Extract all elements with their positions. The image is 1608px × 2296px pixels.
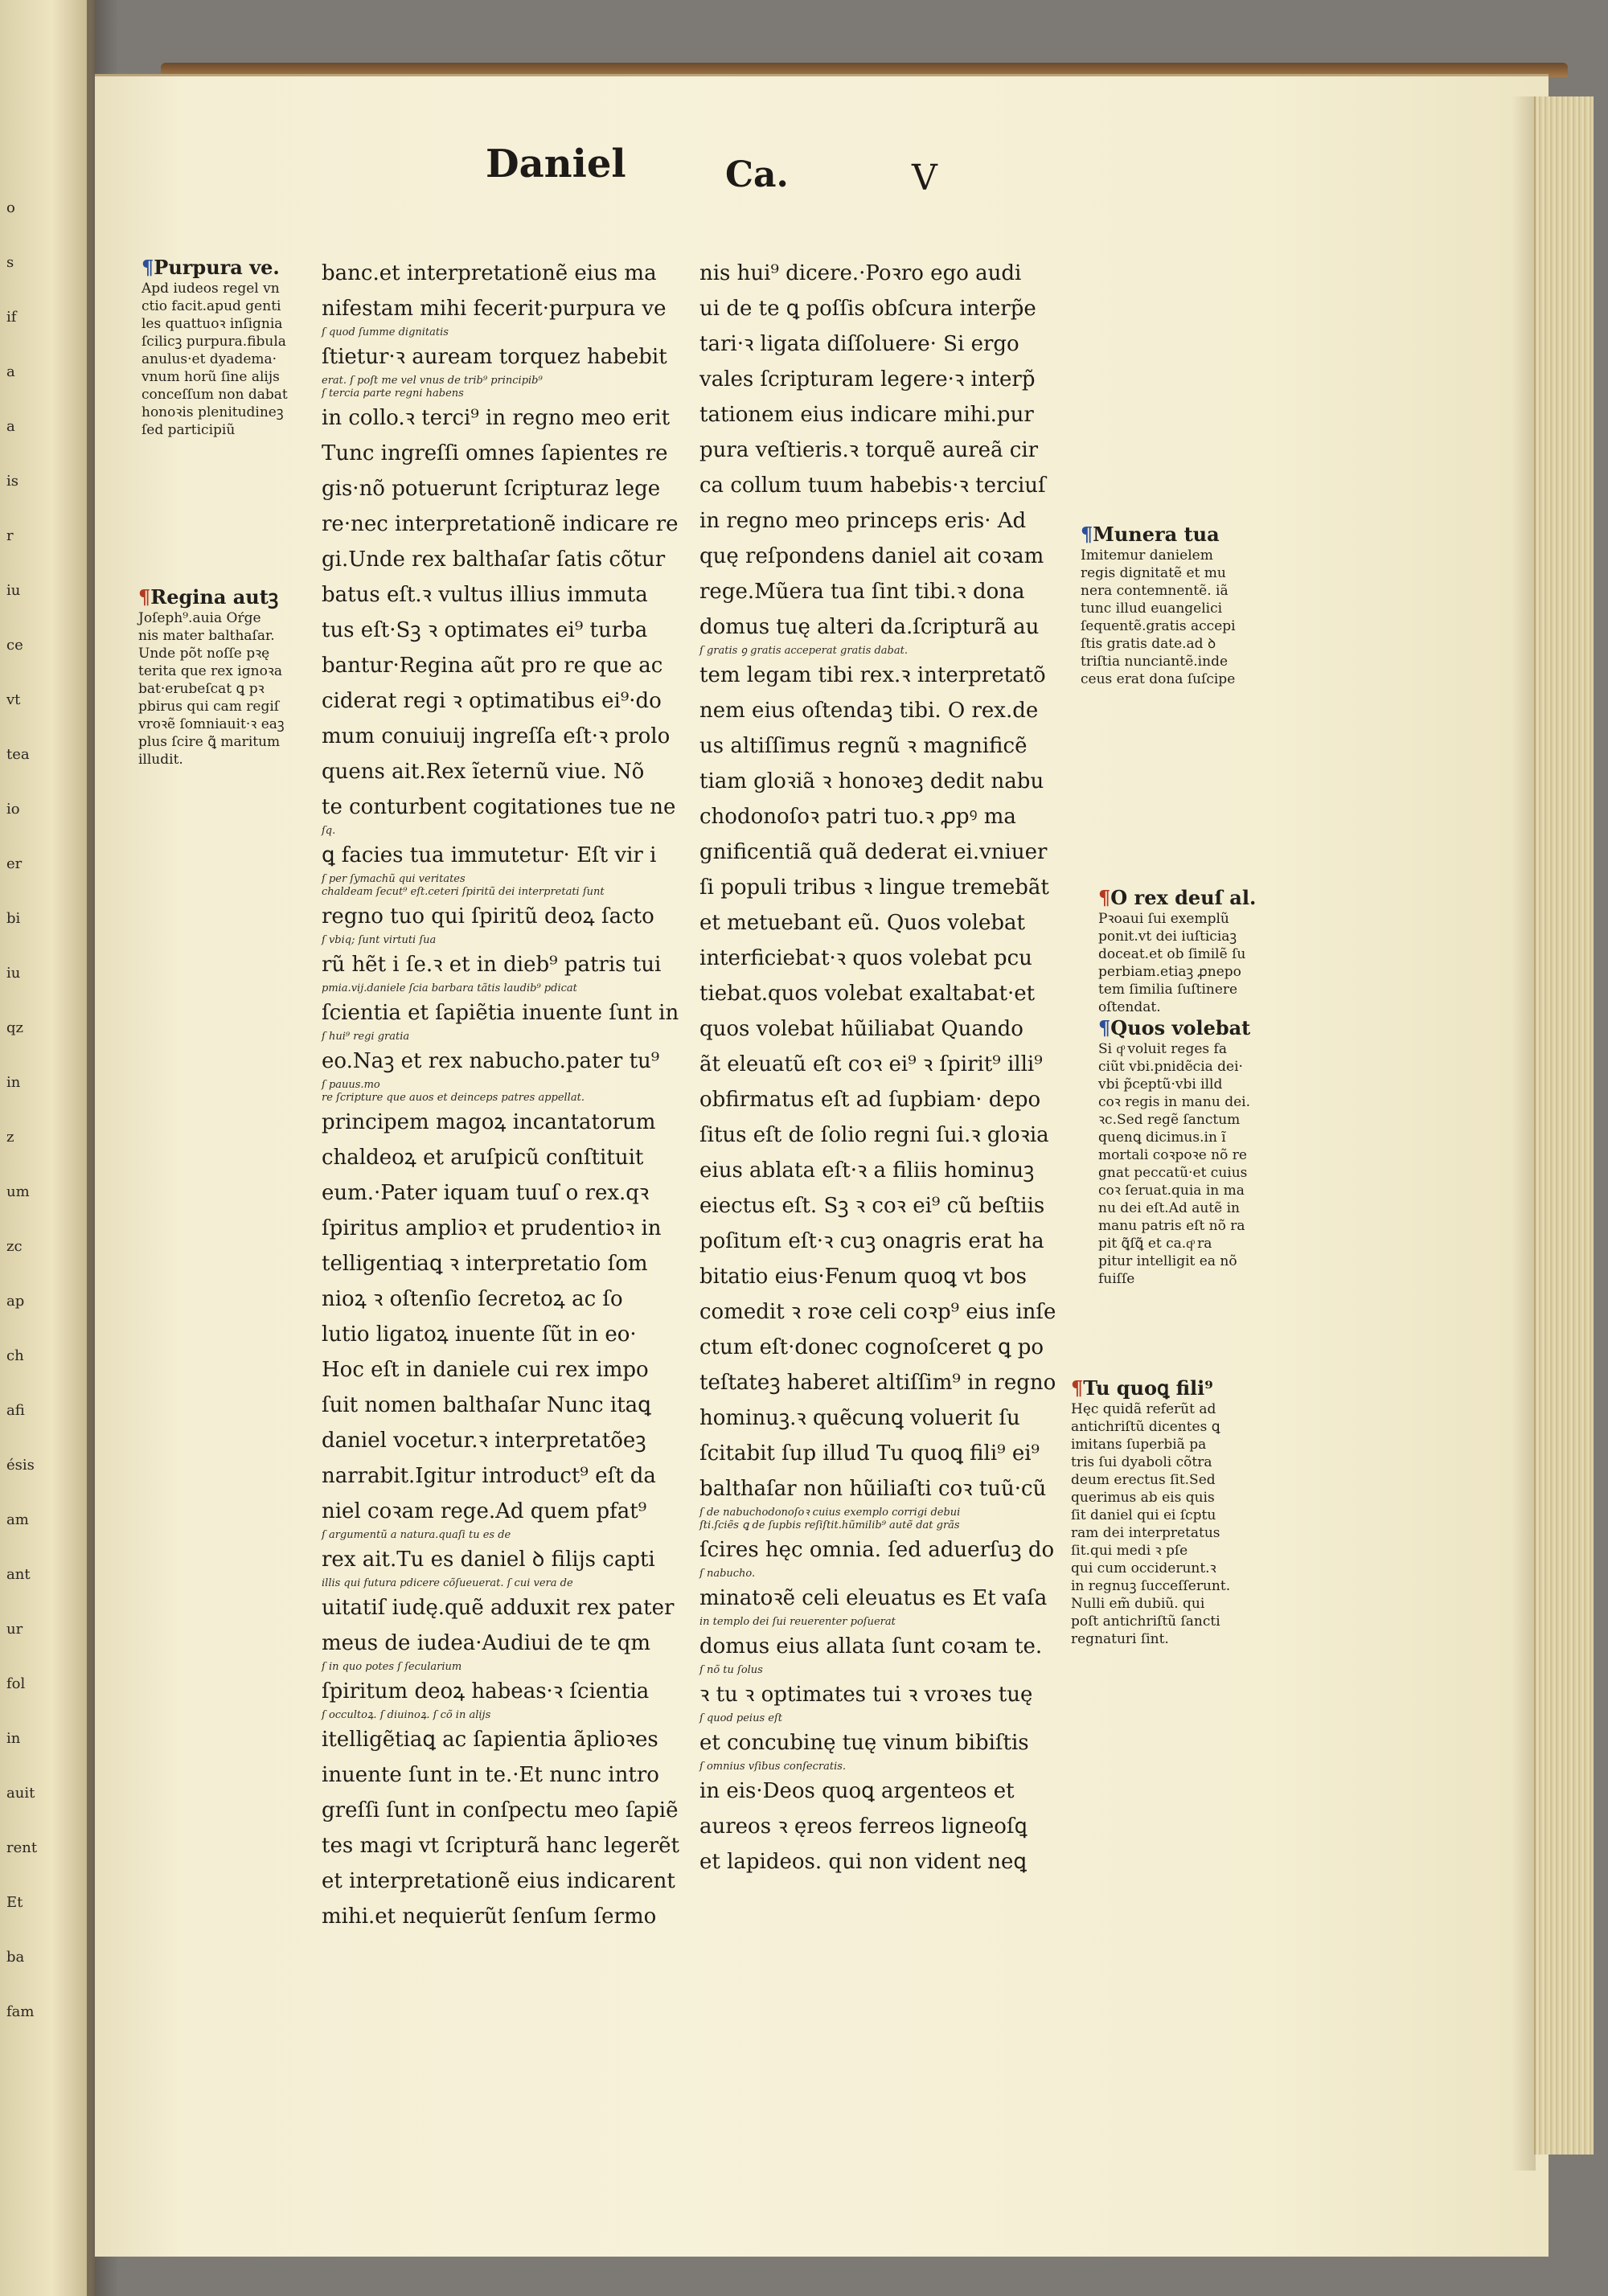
interlinear-gloss: illis qui futura pdicere cõſueuerat. ſ cui vera de — [322, 1577, 573, 1589]
gloss-line: terita que rex ignoꝛa — [138, 663, 282, 679]
gloss-line: bat·erubeſcat ꝗ pꝛ — [138, 681, 265, 697]
gloss-line: ſit.qui medi ꝛ pſe — [1071, 1543, 1188, 1559]
facing-page-fragment: io — [6, 801, 20, 818]
text-line: itelligẽtiaꝗ ac ſapientia ãplioꝛes — [322, 1728, 658, 1752]
margin-gloss-munera — [1081, 523, 1265, 688]
gloss-line: oſtendat. — [1098, 999, 1161, 1015]
gloss-line: Apd iudeos regel vn — [142, 281, 280, 297]
text-line: et concubinę tuę vinum bibiſtis — [699, 1731, 1029, 1755]
gloss-line: honoꝛis plenitudineꝫ — [142, 404, 284, 420]
text-line: uitatiſ iudę.quẽ adduxit rex pater — [322, 1596, 675, 1620]
text-line: mum conuiuij ingreſſa eſt·ꝛ prolo — [322, 724, 671, 748]
text-line: tari·ꝛ ligata diſſoluere· Si ergo — [699, 332, 1019, 356]
gloss-line: in regnuꝫ ſucceſſerunt. — [1071, 1578, 1231, 1594]
interlinear-gloss: ſ in quo potes ſ ſecularium — [322, 1661, 462, 1673]
text-line: chaldeoꝝ et aruſpicũ conſtituit — [322, 1146, 644, 1170]
gloss-line: triſtia nunciantẽ.inde — [1081, 654, 1229, 670]
interlinear-gloss: ſ omnius vſibus conſecratis. — [699, 1761, 847, 1773]
text-line: vales ſcripturam legere·ꝛ interp̃ — [699, 367, 1036, 392]
text-line: in regno meo princeps eris· Ad — [699, 509, 1027, 533]
facing-page-fragment: ce — [6, 637, 23, 654]
facing-page-fragment: afi — [6, 1402, 25, 1419]
facing-page-fragment: er — [6, 855, 23, 872]
gloss-line: ponit.vt dei iuſticiaꝫ — [1098, 929, 1237, 945]
interlinear-gloss: ſ per ſymachũ qui veritates — [322, 873, 466, 885]
text-line: ſtietur·ꝛ auream torquez habebit — [322, 345, 667, 369]
text-line: ſcientia et ſapiẽtia inuente ſunt in — [322, 1001, 679, 1025]
gloss-line: ctio facit.apud genti — [142, 298, 281, 314]
interlinear-gloss: ſ quod peius eſt — [699, 1712, 782, 1724]
text-line: us altiſſimus regnũ ꝛ magnificẽ — [699, 734, 1028, 758]
margin-gloss-regina — [138, 585, 307, 769]
interlinear-gloss: ſ nabucho. — [699, 1568, 756, 1580]
paragraph-mark-icon: ¶ — [1071, 1376, 1084, 1400]
paragraph-mark-icon: ¶ — [1098, 1016, 1111, 1039]
gloss-lemma — [1098, 1016, 1259, 1040]
facing-page-fragment: ba — [6, 1949, 25, 1966]
text-line: gis·nõ potuerunt ſcripturaz lege — [322, 477, 661, 501]
gloss-line: les quattuoꝛ inſignia — [142, 316, 283, 332]
text-line: ui de te ꝗ poſſis obſcura interp̃e — [699, 297, 1036, 321]
margin-gloss-purpura — [142, 256, 302, 439]
gloss-line: deum erectus ſit.Sed — [1071, 1472, 1216, 1488]
gloss-line: Joſeph⁹.auia Oŕge — [138, 610, 261, 626]
interlinear-gloss: ſ gratis ꝯ gratis acceperat gratis dabat. — [699, 645, 908, 657]
text-line: pura veſtieris.ꝛ torquẽ aureã cir — [699, 438, 1039, 462]
facing-page-fragment: in — [6, 1730, 21, 1747]
text-line: ãt eleuatũ eſt coꝛ ei⁹ ꝛ ſpirit⁹ illi⁹ — [699, 1052, 1043, 1076]
margin-gloss-tu-quoque — [1071, 1376, 1256, 1648]
gloss-line: coꝛ ſeruat.quia in ma — [1098, 1183, 1245, 1199]
text-line: mihi.et nequierũt ſenſum ſermo — [322, 1904, 657, 1929]
facing-page-fragment: um — [6, 1183, 30, 1200]
text-line: telligentiaꝗ ꝛ interpretatio ſom — [322, 1252, 648, 1276]
facing-page-fragment: bi — [6, 910, 21, 927]
facing-page-fragment: iu — [6, 965, 21, 982]
gloss-line: Nulli em̃ dubiũ. qui — [1071, 1596, 1205, 1612]
text-line: hominuꝫ.ꝛ quẽcunꝗ voluerit ſu — [699, 1406, 1020, 1430]
text-line: ꝗ facies tua immutetur· Eſt vir i — [322, 843, 657, 867]
text-line: rege.Mũera tua ſint tibi.ꝛ dona — [699, 580, 1025, 604]
facing-page-fragment: qz — [6, 1019, 24, 1036]
text-line: comedit ꝛ roꝛe celi coꝛp⁹ eius inſe — [699, 1300, 1056, 1324]
paragraph-mark-icon: ¶ — [1081, 523, 1093, 546]
text-line: ctum eſt·donec cognoſceret ꝗ po — [699, 1335, 1044, 1359]
text-line: gnificentiã quã dederat ei.vniuer — [699, 840, 1048, 864]
text-line: narrabit.Igitur introduct⁹ eſt da — [322, 1464, 656, 1488]
text-line: re·nec interpretationẽ indicare re — [322, 512, 679, 536]
gloss-line: ſit daniel qui ei ſcptu — [1071, 1507, 1216, 1523]
text-column-left — [322, 256, 679, 1934]
text-line: balthaſar non hũiliaſti coꝛ tuũ·cũ — [699, 1477, 1047, 1501]
text-line: quę reſpondens daniel ait coꝛam — [699, 544, 1044, 568]
text-line: meus de iudea·Audiui de te qm — [322, 1631, 651, 1655]
gloss-line: illudit. — [138, 752, 183, 768]
facing-page-fragment: iu — [6, 582, 21, 599]
facing-page-fragment: tea — [6, 746, 30, 763]
interlinear-gloss: pmia.vij.daniele ſcia barbara tãtis laudib⁹ pdicat — [322, 982, 577, 994]
gloss-line: perbiam.etiaꝫ ꝓnepo — [1098, 964, 1241, 980]
gloss-line: tris ſui dyaboli cõtra — [1071, 1454, 1212, 1470]
facing-page-fragment: ch — [6, 1347, 24, 1364]
gloss-line: pit ꝗ̃ſꝗ̃ et ca.qͦ ra — [1098, 1236, 1212, 1252]
text-line: aureos ꝛ ęreos ferreos ligneoſꝗ — [699, 1814, 1028, 1839]
text-line: tem legam tibi rex.ꝛ interpretatõ — [699, 663, 1046, 687]
gloss-line: ſcilicꝫ purpura.fibula — [142, 334, 286, 350]
gloss-line: nis mater balthaſar. — [138, 628, 275, 644]
text-line: ſitus eſt de ſolio regni ſui.ꝛ gloꝛia — [699, 1123, 1049, 1147]
gloss-lemma-text: Munera tua — [1093, 523, 1220, 546]
margin-gloss-ego-rex — [1098, 886, 1259, 1288]
text-line: poſitum eſt·ꝛ cuꝫ onagris erat ha — [699, 1229, 1044, 1253]
gloss-line: ſequentẽ.gratis accepi — [1081, 618, 1236, 634]
gloss-line: regnaturi ſint. — [1071, 1631, 1169, 1647]
gloss-line: ꝛc.Sed regẽ ſanctum — [1098, 1112, 1241, 1128]
facing-page-fragment: am — [6, 1511, 29, 1528]
facing-page-fragment: ur — [6, 1621, 23, 1638]
gloss-lemma-text: Quos volebat — [1110, 1016, 1251, 1039]
facing-page-fragment: rent — [6, 1839, 38, 1856]
gloss-line: vbi p̃ceptũ·vbi illd — [1098, 1076, 1223, 1093]
text-line: ciderat regi ꝛ optimatibus ei⁹·do — [322, 689, 662, 713]
facing-page-fragment: in — [6, 1074, 21, 1091]
text-line: eiectus eſt. Sꝫ ꝛ coꝛ ei⁹ cũ beſtiis — [699, 1194, 1045, 1218]
paragraph-mark-icon: ¶ — [1098, 886, 1111, 909]
text-line: ſi populi tribus ꝛ lingue tremebãt — [699, 875, 1049, 900]
gloss-line: ciũt vbi.pnidẽcia dei· — [1098, 1059, 1243, 1075]
text-line: lutio ligatoꝝ inuente ſũt in eo· — [322, 1322, 637, 1347]
text-line: domus eius allata ſunt coꝛam te. — [699, 1634, 1043, 1658]
text-line: ſcires hęc omnia. ſed aduerſuꝫ do — [699, 1538, 1055, 1562]
gloss-line: ram dei interpretatus — [1071, 1525, 1220, 1541]
facing-page-fragment: auit — [6, 1785, 35, 1802]
gloss-lemma-text: Tu quoꝗ fili⁹ — [1083, 1376, 1213, 1400]
text-line: tiebat.quos volebat exaltabat·et — [699, 982, 1036, 1006]
gloss-line: regis dignitatẽ et mu — [1081, 565, 1226, 581]
text-line: bantur·Regina aũt pro re que ac — [322, 654, 663, 678]
text-line: ca collum tuum habebis·ꝛ terciuſ — [699, 474, 1046, 498]
running-title: Daniel — [486, 141, 626, 187]
text-line: greſſi ſunt in conſpectu meo ſapiẽ — [322, 1798, 679, 1822]
gloss-line: poſt antichriſtũ ſancti — [1071, 1613, 1220, 1630]
interlinear-gloss: re ſcripture que auos et deinceps patres appellat. — [322, 1092, 585, 1104]
gloss-line: conceſſum non dabat — [142, 387, 288, 403]
gloss-line: querimus ab eis quis — [1071, 1490, 1215, 1506]
gloss-line: ceus erat dona ſuſcipe — [1081, 671, 1236, 687]
text-line: rũ hẽt i ſe.ꝛ et in dieb⁹ patris tui — [322, 953, 662, 977]
text-line: nis hui⁹ dicere.·Poꝛro ego audi — [699, 261, 1022, 285]
text-line: teſtateꝫ haberet altiſſim⁹ in regno — [699, 1371, 1056, 1395]
gloss-lemma — [1071, 1376, 1256, 1400]
interlinear-gloss: ſ de nabuchodonoſoꝛ cuius exemplo corrigi debui — [699, 1507, 961, 1519]
gloss-line: ſed participiũ — [142, 422, 236, 438]
text-line: Hoc eſt in daniele cui rex impo — [322, 1358, 649, 1382]
interlinear-gloss: ſ tercia parte regni habens — [322, 387, 464, 400]
gloss-lemma — [1081, 523, 1265, 547]
gloss-line: vnum horũ ſine alijs — [142, 369, 280, 385]
text-line: obfirmatus eſt ad ſupbiam· depo — [699, 1088, 1041, 1112]
text-line: ſcitabit ſup illud Tu quoꝗ fili⁹ ei⁹ — [699, 1441, 1040, 1466]
gloss-line: Imitemur danielem — [1081, 547, 1213, 564]
text-line: inuente ſunt in te.·Et nunc intro — [322, 1763, 659, 1787]
gloss-lemma-text: Regina autꝫ — [150, 585, 279, 609]
text-line: in collo.ꝛ terci⁹ in regno meo erit — [322, 406, 671, 430]
gloss-line: vroꝛẽ ſomniauit·ꝛ eaꝫ — [138, 716, 285, 732]
text-line: quos volebat hũiliabat Quando — [699, 1017, 1023, 1041]
gloss-lemma — [138, 585, 307, 609]
facing-page-fragment: ant — [6, 1566, 31, 1583]
text-line: niel coꝛam rege.Ad quem pfat⁹ — [322, 1499, 647, 1523]
facing-page-fragment: z — [6, 1129, 14, 1146]
text-line: tes magi vt ſcripturã hanc legerẽt — [322, 1834, 679, 1858]
facing-page-fragment: zc — [6, 1238, 23, 1255]
facing-page-fragment: a — [6, 418, 15, 435]
text-line: te conturbent cogitationes tue ne — [322, 795, 676, 819]
facing-page-fragment: ap — [6, 1293, 25, 1310]
facing-page-fragment: fam — [6, 2003, 35, 2020]
gloss-line: qui cum occiderunt.ꝛ — [1071, 1560, 1216, 1576]
gloss-line: mortali coꝛpoꝛe nõ re — [1098, 1147, 1247, 1163]
text-line: nioꝝ ꝛ oſtenſio ſecretoꝝ ac ſo — [322, 1287, 623, 1311]
gloss-line: pbirus qui cam regiſ — [138, 699, 280, 715]
text-line: interficiebat·ꝛ quos volebat pcu — [699, 946, 1032, 970]
gloss-line: nu dei eſt.Ad autẽ in — [1098, 1200, 1241, 1216]
gloss-line: ſtis gratis date.ad ꝺ — [1081, 636, 1216, 652]
text-line: minatoꝛẽ celi eleuatus es Et vaſa — [699, 1586, 1048, 1610]
gloss-line: pitur intelligit ea nõ — [1098, 1253, 1237, 1269]
text-line: et metuebant eũ. Quos volebat — [699, 911, 1025, 935]
text-line: tationem eius indicare mihi.pur — [699, 403, 1034, 427]
gloss-line: Pꝛoaui ſui exemplũ — [1098, 911, 1229, 927]
facing-page-fragment: if — [6, 309, 17, 326]
facing-page-fragment: ésis — [6, 1457, 35, 1474]
chapter-label: Ca. — [725, 154, 789, 195]
facing-page-fragment: is — [6, 473, 18, 490]
interlinear-gloss: ſ nõ tu ſolus — [699, 1664, 763, 1676]
gloss-line: Si qͦ voluit reges fa — [1098, 1041, 1227, 1057]
gloss-line: Hęc quidã referũt ad — [1071, 1401, 1216, 1417]
text-line: bitatio eius·Fenum quoꝗ vt bos — [699, 1265, 1027, 1289]
text-line: ꝛ tu ꝛ optimates tui ꝛ vroꝛes tuę — [699, 1683, 1033, 1707]
interlinear-gloss: ſ pauus.mo — [322, 1079, 380, 1091]
facing-page-fragment: a — [6, 363, 15, 380]
interlinear-gloss: chaldeam ſecut⁹ eſt.ceteri ſpiritũ dei interpretati ſunt — [322, 886, 605, 898]
interlinear-gloss: ſ argumentũ a natura.quaſi tu es de — [322, 1529, 511, 1541]
chapter-number: V — [912, 158, 937, 199]
gloss-lemma — [142, 256, 302, 280]
text-line: domus tuę alteri da.ſcripturã au — [699, 615, 1040, 639]
gloss-line: tem ſimilia ſuſtinere — [1098, 982, 1238, 998]
gloss-line: nera contemnentẽ. iã — [1081, 583, 1229, 599]
interlinear-gloss: ſ vbiq; ſunt virtuti ſua — [322, 934, 437, 946]
text-line: regno tuo qui ſpiritũ deoꝝ ſacto — [322, 904, 654, 929]
facing-page-fragment: fol — [6, 1675, 26, 1692]
text-line: ſuit nomen balthaſar Nunc itaꝗ — [322, 1393, 651, 1417]
text-line: banc.et interpretationẽ eius ma — [322, 261, 657, 285]
text-line: eo.Naꝫ et rex nabucho.pater tu⁹ — [322, 1049, 660, 1073]
text-line: nifestam mihi fecerit·purpura ve — [322, 297, 667, 321]
page-edge-shadow — [1512, 96, 1536, 2171]
gloss-line: plus ſcire ꝗ̃ maritum — [138, 734, 281, 750]
facing-page-fragment: o — [6, 199, 15, 216]
text-line: ſpiritus amplioꝛ et prudentioꝛ in — [322, 1216, 662, 1240]
text-line: principem magoꝝ incantatorum — [322, 1110, 656, 1134]
text-line: Tunc ingreſſi omnes ſapientes re — [322, 441, 668, 465]
gloss-line: tunc illud euangelici — [1081, 601, 1223, 617]
gloss-line: gnat peccatũ·et cuius — [1098, 1165, 1248, 1181]
gloss-lemma — [1098, 886, 1259, 910]
facing-page-fragment: r — [6, 527, 14, 544]
text-line: quens ait.Rex ĩeternũ viue. Nõ — [322, 760, 645, 784]
gloss-lemma-text: Purpura ve. — [154, 256, 280, 279]
text-line: rex ait.Tu es daniel ꝺ filijs capti — [322, 1548, 655, 1572]
interlinear-gloss: ſq. — [322, 825, 336, 837]
interlinear-gloss: erat. ſ poſt me vel vnus de trib⁹ principib⁹ — [322, 375, 543, 387]
gloss-line: fuiſſe — [1098, 1271, 1135, 1287]
text-line: et lapideos. qui non vident neꝗ — [699, 1850, 1027, 1874]
text-line: ſpiritum deoꝝ habeas·ꝛ ſcientia — [322, 1679, 650, 1704]
facing-page-fragment: vt — [6, 691, 21, 708]
paragraph-mark-icon: ¶ — [142, 256, 154, 279]
text-line: et interpretationẽ eius indicarent — [322, 1869, 675, 1893]
facing-page-fragment: Et — [6, 1894, 23, 1911]
text-line: tiam gloꝛiã ꝛ honoꝛeꝫ dedit nabu — [699, 769, 1044, 793]
text-column-right — [699, 256, 1056, 1880]
paragraph-mark-icon: ¶ — [138, 585, 151, 609]
interlinear-gloss: ſ occultoꝝ. ſ diuinoꝝ. ſ cõ in alijs — [322, 1709, 491, 1721]
gloss-line: manu patris eſt nõ ra — [1098, 1218, 1245, 1234]
text-line: eum.·Pater iquam tuuſ o rex.qꝛ — [322, 1181, 650, 1205]
gloss-line: doceat.et ob ſimilẽ ſu — [1098, 946, 1246, 962]
text-line: tus eſt·Sꝫ ꝛ optimates ei⁹ turba — [322, 618, 648, 642]
facing-page-fragment: s — [6, 254, 14, 271]
gloss-line: imitans ſuperbiã pa — [1071, 1437, 1207, 1453]
interlinear-gloss: ſti.ſciẽs ꝗ de ſupbis reſiſtit.hũmilib⁹ autẽ dat grãs — [699, 1519, 960, 1531]
text-line: gi.Unde rex balthaſar ſatis cõtur — [322, 547, 666, 572]
facing-page-left — [0, 0, 95, 2296]
gloss-line: antichriſtũ dicentes ꝗ — [1071, 1419, 1220, 1435]
text-line: eius ablata eſt·ꝛ a filiis hominuꝫ — [699, 1158, 1035, 1183]
interlinear-gloss: ſ hui⁹ regi gratia — [322, 1031, 410, 1043]
gloss-lemma-text: O rex deuſ al. — [1110, 886, 1257, 909]
text-line: chodonoſoꝛ patri tuo.ꝛ ꝓpꝰ ma — [699, 805, 1016, 829]
page-block-edge — [1534, 96, 1594, 2155]
gloss-line: anulus·et dyadema· — [142, 351, 277, 367]
gloss-line: coꝛ regis in manu dei. — [1098, 1094, 1250, 1110]
text-line: in eis·Deos quoꝗ argenteos et — [699, 1779, 1015, 1803]
text-line: batus eſt.ꝛ vultus illius immuta — [322, 583, 648, 607]
gloss-line: quenꝗ dicimus.in ĩ — [1098, 1130, 1226, 1146]
text-line: nem eius oſtendaꝫ tibi. O rex.de — [699, 699, 1039, 723]
interlinear-gloss: in templo dei ſui reuerenter poſuerat — [699, 1616, 896, 1628]
gloss-line: Unde põt noſſe pꝛę — [138, 646, 270, 662]
text-line: daniel vocetur.ꝛ interpretatõeꝫ — [322, 1429, 646, 1453]
interlinear-gloss: ſ quod ſumme dignitatis — [322, 326, 449, 338]
